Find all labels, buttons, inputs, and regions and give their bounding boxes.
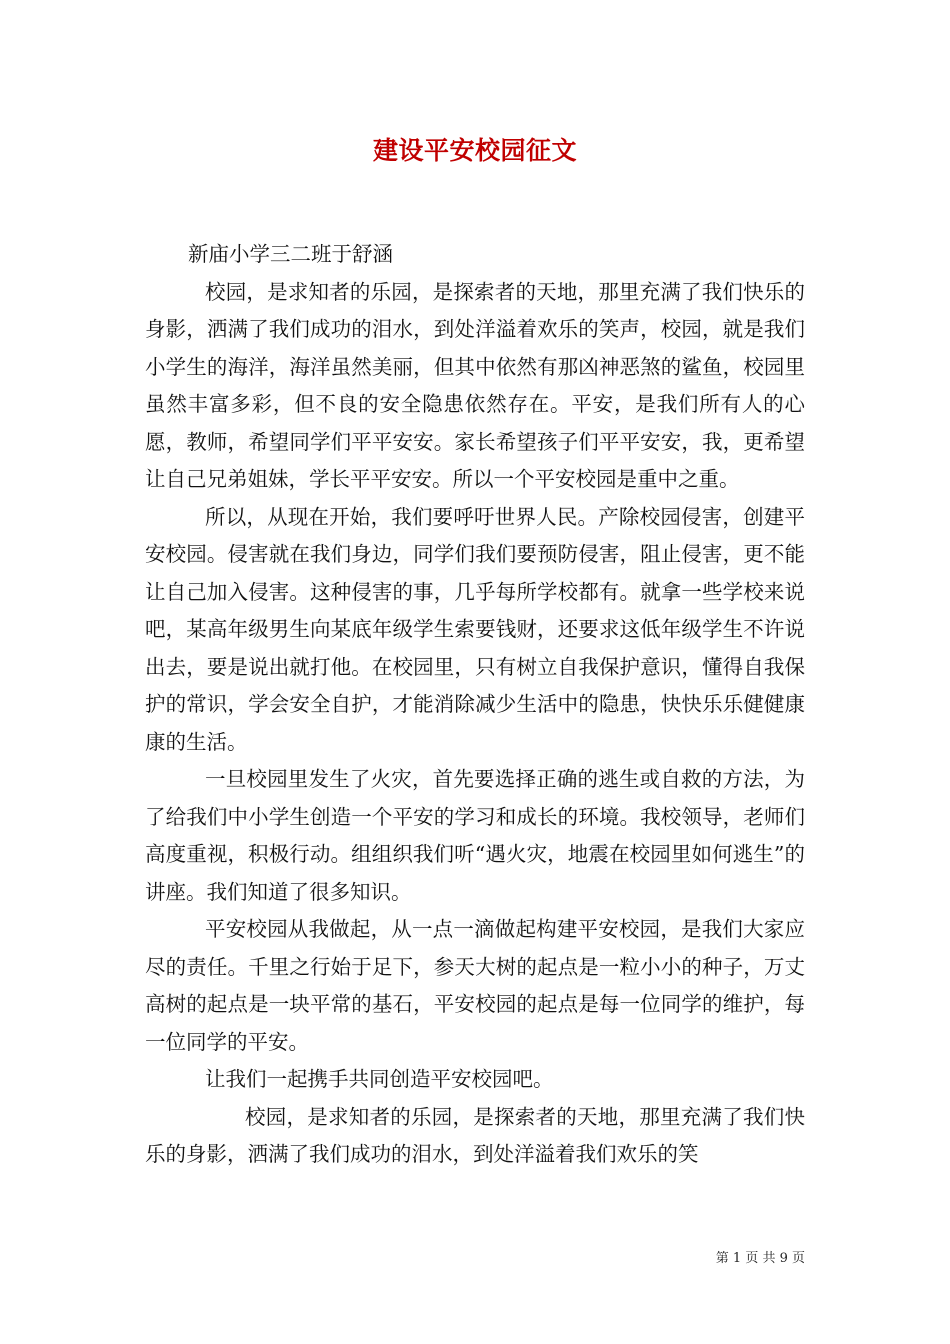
author-line: 新庙小学三二班于舒涵 [188, 242, 393, 266]
page-number: 第 1 页 共 9 页 [715, 1251, 805, 1266]
closing-line: 让我们一起携手共同创造平安校园吧。 [205, 1067, 554, 1091]
document-body [145, 236, 805, 1174]
paragraph-3: 一旦校园里发生了火灾，首先要选择正确的逃生或自救的方法，为了给我们中小学生创造一个平安的学习和成长的环境。我校领导，老师们高度重视，积极行动。组组织我们听“遇火灾，地震在校园里如何逃生”的讲座。我们知道了很多知识。 [145, 767, 805, 904]
paragraph-2: 所以，从现在开始，我们要呼吁世界人民。产除校园侵害，创建平安校园。侵害就在我们身边，同学们我们要预防侵害，阻止侵害，更不能让自己加入侵害。这种侵害的事，几乎每所学校都有。就拿一些学校来说吧，某高年级男生向某底年级学生索要钱财，还要求这低年级学生不许说出去，要是说出就打他。在校园里，只有树立自我保护意识，懂得自我保护的常识，学会安全自护，才能消除减少生活中的隐患，快快乐乐健健康康的生活。 [145, 504, 805, 754]
paragraph-1: 校园，是求知者的乐园，是探索者的天地，那里充满了我们快乐的身影，洒满了我们成功的泪水，到处洋溢着欢乐的笑声，校园，就是我们小学生的海洋，海洋虽然美丽，但其中依然有那凶神恶煞的鲨鱼，校园里虽然丰富多彩，但不良的安全隐患依然存在。平安，是我们所有人的心愿，教师，希望同学们平平安安。家长希望孩子们平平安安，我，更希望让自己兄弟姐妹，学长平平安安。所以一个平安校园是重中之重。 [145, 279, 805, 491]
paragraph-4: 平安校园从我做起，从一点一滴做起构建平安校园，是我们大家应尽的责任。千里之行始于足下，参天大树的起点是一粒小小的种子，万丈高树的起点是一块平常的基石，平安校园的起点是每一位同学的维护，每一位同学的平安。 [145, 917, 805, 1054]
document-title: 建设平安校园征文 [372, 136, 577, 165]
paragraph-repeat: 校园，是求知者的乐园，是探索者的天地，那里充满了我们快乐的身影，洒满了我们成功的泪水，到处洋溢着我们欢乐的笑 [145, 1104, 805, 1166]
